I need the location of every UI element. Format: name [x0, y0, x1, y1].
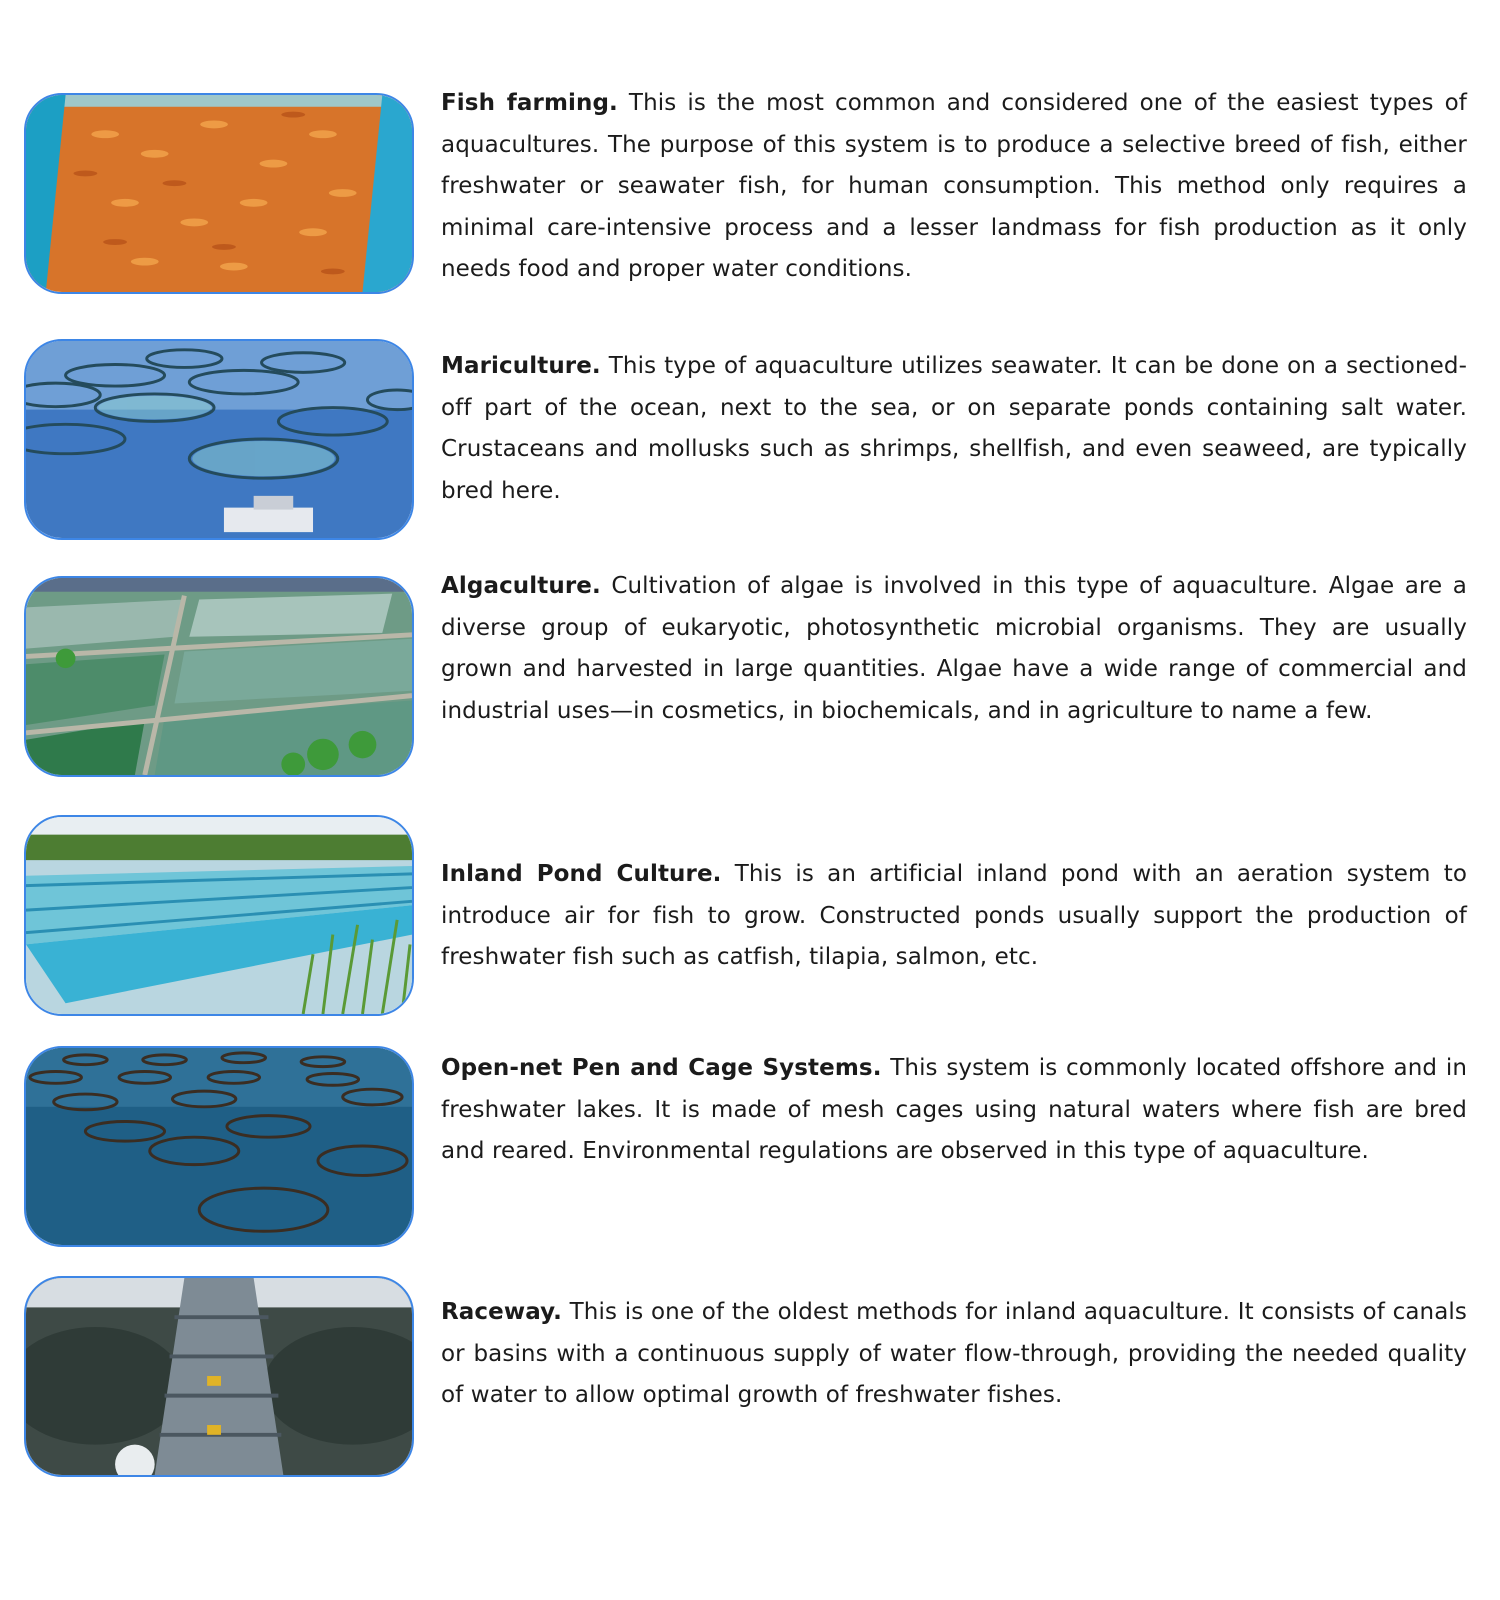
algaculture-title: Algaculture. — [441, 573, 601, 599]
raceway-title: Raceway. — [441, 1299, 562, 1325]
algaculture-photo — [24, 576, 414, 777]
open-net-pen-cage-title: Open-net Pen and Cage Systems. — [441, 1055, 882, 1081]
mariculture-photo — [24, 339, 414, 540]
algaculture-text — [441, 566, 1467, 732]
inland-pond-culture-text — [441, 854, 1467, 979]
raceway-body: This is one of the oldest methods for inland aquaculture. It consists of canals or basins with a continuous supply of water flow-through, providing the needed quality of water to allow optimal growth of freshwater fishes. — [441, 1299, 1467, 1408]
raceway-text — [441, 1292, 1467, 1417]
mariculture-body: This type of aquaculture utilizes seawater. It can be done on a sectioned-off part of the ocean, next to the sea, or on separate ponds containing salt water. Crustaceans and mollusks such as shrimps, shellfish, and even seaweed, are typically bred here. — [441, 353, 1467, 504]
inland-pond-culture-title: Inland Pond Culture. — [441, 861, 722, 887]
mariculture-text — [441, 346, 1467, 512]
open-net-pen-cage-photo — [24, 1046, 414, 1247]
open-net-pen-cage-text — [441, 1048, 1467, 1173]
raceway-photo — [24, 1276, 414, 1477]
fish-farming-title: Fish farming. — [441, 90, 618, 116]
inland-pond-culture-photo — [24, 815, 414, 1016]
mariculture-title: Mariculture. — [441, 353, 601, 379]
fish-farming-photo — [24, 93, 414, 294]
open-net-pen-cage-body: This system is commonly located offshore and in freshwater lakes. It is made of mesh cages using natural waters where fish are bred and reared. Environmental regulations are observed in this type of aquaculture. — [441, 1055, 1467, 1164]
fish-farming-body: This is the most common and considered one of the easiest types of aquacultures. The purpose of this system is to produce a selective breed of fish, either freshwater or seawater fish, for human consumption. This method only requires a minimal care-intensive process and a lesser landmass for fish production as it only needs food and proper water conditions. — [441, 90, 1467, 282]
inland-pond-culture-body: This is an artificial inland pond with an aeration system to introduce air for fish to grow. Constructed ponds usually support the production of freshwater fish such as catfish, tilapia, salmon, etc. — [441, 861, 1467, 970]
algaculture-body: Cultivation of algae is involved in this type of aquaculture. Algae are a diverse group of eukaryotic, photosynthetic microbial organisms. They are usually grown and harvested in large quantities. Algae have a wide range of commercial and industrial uses—in cosmetics, in biochemicals, and in agriculture to name a few. — [441, 573, 1467, 724]
fish-farming-text — [441, 83, 1467, 291]
